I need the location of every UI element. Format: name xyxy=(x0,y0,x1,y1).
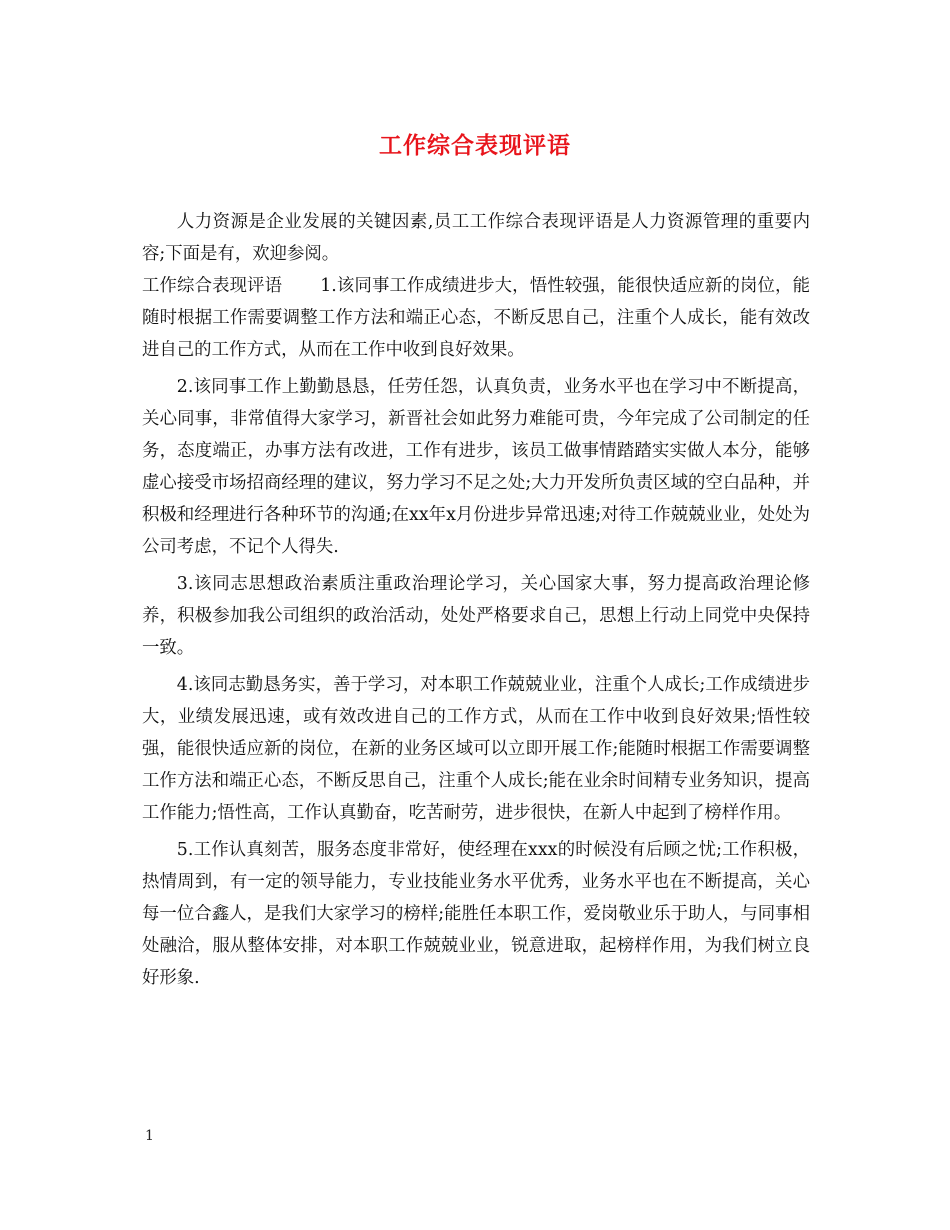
intro-paragraph: 人力资源是企业发展的关键因素,员工工作综合表现评语是人力资源管理的重要内容;下面是有，欢迎参阅。 xyxy=(142,212,810,264)
item-paragraph-3: 3.该同志思想政治素质注重政治理论学习，关心国家大事，努力提高政治理论修养，积极参加我公司组织的政治活动，处处严格要求自己，思想上行动上同党中央保持一致。 xyxy=(142,574,810,658)
item-paragraph-4: 4.该同志勤恳务实，善于学习，对本职工作兢兢业业，注重个人成长;工作成绩进步大，业绩发展迅速，或有效改进自己的工作方式，从而在工作中收到良好效果;悟性较强，能很快适应新的岗位，在新的业务区域可以立即开展工作;能随时根据工作需要调整工作方法和端正心态，不断反思自己，注重个人成长;能在业余时间精专业务知识，提高工作能力;悟性高，工作认真勤奋，吃苦耐劳，进步很快，在新人中起到了榜样作用。 xyxy=(142,675,810,823)
item-paragraph-5: 5.工作认真刻苦，服务态度非常好，使经理在xxx的时候没有后顾之忧;工作积极，热情周到，有一定的领导能力，专业技能业务水平优秀，业务水平也在不断提高，关心每一位合鑫人，是我们大家学习的榜样;能胜任本职工作，爱岗敬业乐于助人，与同事相处融洽，服从整体安排，对本职工作兢兢业业，锐意进取，起榜样作用，为我们树立良好形象. xyxy=(142,840,810,988)
section-label: 工作综合表现评语 xyxy=(142,276,283,296)
document-title: 工作综合表现评语 xyxy=(379,132,571,159)
document-body xyxy=(142,206,810,999)
item-paragraph-1 xyxy=(142,270,810,366)
page-number: 1 xyxy=(145,1128,154,1144)
item-paragraph-2: 2.该同事工作上勤勤恳恳，任劳任怨，认真负责，业务水平也在学习中不断提高，关心同事，非常值得大家学习，新晋社会如此努力难能可贵，今年完成了公司制定的任务，态度端正，办事方法有改进，工作有进步，该员工做事情踏踏实实做人本分，能够虚心接受市场招商经理的建议，努力学习不足之处;大力开发所负责区域的空白品种，并积极和经理进行各种环节的沟通;在xx年x月份进步异常迅速;对待工作兢兢业业，处处为公司考虑，不记个人得失. xyxy=(142,377,810,557)
item-text-1: 1.该同事工作成绩进步大，悟性较强，能很快适应新的岗位，能随时根据工作需要调整工作方法和端正心态，不断反思自己，注重个人成长，能有效改进自己的工作方式，从而在工作中收到良好效果。 xyxy=(142,276,810,360)
